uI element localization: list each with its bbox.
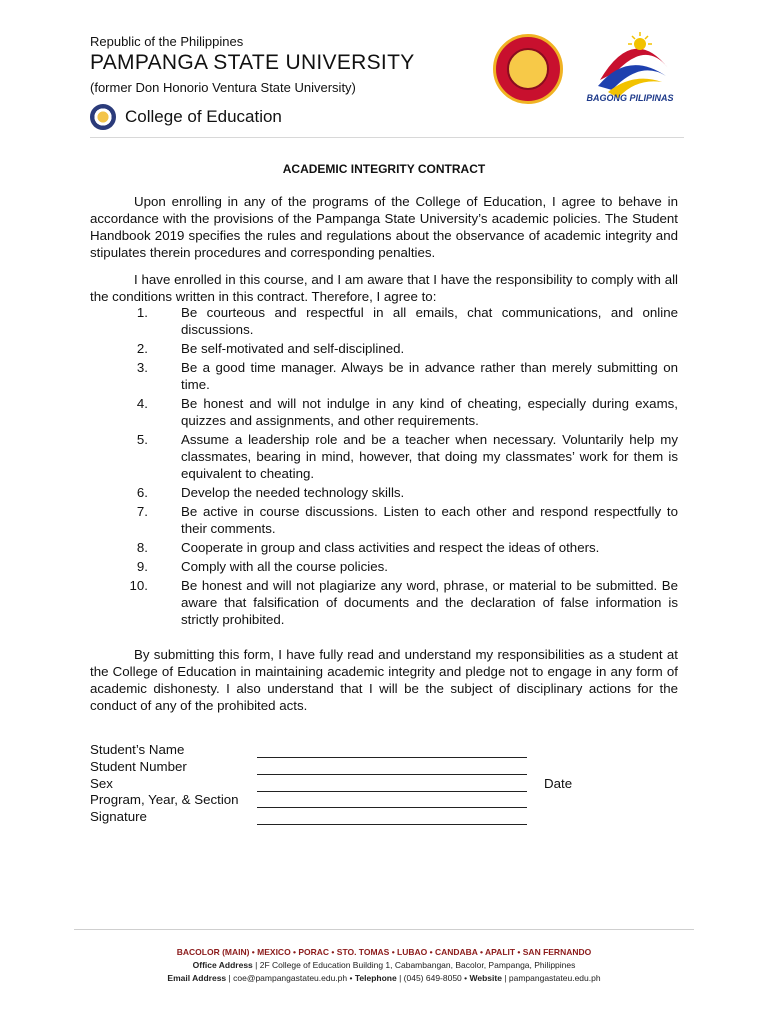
item-number: 6. — [136, 485, 148, 500]
signature-field[interactable] — [257, 824, 527, 825]
item-number: 8. — [136, 540, 148, 555]
list-item — [90, 558, 678, 575]
item-text: Be honest and will not plagiarize any word, phrase, or material to be submitted. Be aware that falsification of documents and the declaration of false information is strictly prohibited. — [181, 578, 678, 627]
student-number-field[interactable] — [257, 774, 527, 775]
date-label: Date — [544, 776, 573, 791]
conditions-list — [90, 304, 678, 630]
item-text: Comply with all the course policies. — [181, 559, 388, 574]
footer-divider — [74, 929, 694, 930]
seal-emblem-icon — [507, 48, 549, 90]
item-text: Be self-motivated and self-disciplined. — [181, 341, 405, 356]
form-labels — [90, 742, 239, 826]
item-text: Develop the needed technology skills. — [181, 485, 405, 500]
item-number: 7. — [136, 504, 148, 519]
contact-line: Email Address | coe@pampangastateu.edu.ph • Telephone | (045) 649-8050 • Website | pampangastateu.edu.ph — [167, 973, 601, 983]
website-label: Website — [469, 973, 502, 983]
office-address-line: Office Address | 2F College of Education Building 1, Cabambangan, Bacolor, Pampanga, Philippines — [192, 960, 576, 970]
item-number: 5. — [136, 432, 148, 447]
list-item — [90, 304, 678, 338]
university-name: PAMPANGA STATE UNIVERSITY — [90, 51, 415, 74]
office-address-label: Office Address — [192, 960, 253, 970]
item-text: Be courteous and respectful in all emails, chat communications, and online discussions. — [181, 305, 678, 337]
item-text: Be a good time manager. Always be in advance rather than merely submitting on time. — [181, 360, 678, 392]
republic-line: Republic of the Philippines — [90, 34, 244, 49]
item-number: 9. — [136, 559, 148, 574]
item-number: 3. — [136, 360, 148, 375]
item-number: 2. — [136, 341, 148, 356]
item-number: 10. — [129, 578, 148, 593]
sex-field[interactable] — [257, 791, 527, 792]
website-value[interactable]: pampangastateu.edu.ph — [508, 973, 601, 983]
program-label: Program, Year, & Section — [90, 792, 239, 808]
pledge-paragraph: By submitting this form, I have fully read and understand my responsibilities as a student at the College of Education in maintaining academic integrity and pledge not to engage in any form of academic dishonesty. I also understand that I will be the subject of disciplinary actions for the conduct of any of the prohibited acts. — [90, 647, 678, 713]
item-text: Be active in course discussions. Listen to each other and respond respectfully to their comments. — [181, 504, 678, 536]
email-label: Email Address — [167, 973, 227, 983]
list-item — [90, 484, 678, 501]
signature-label: Signature — [90, 809, 147, 825]
list-item — [90, 577, 678, 628]
telephone-value: (045) 649-8050 — [403, 973, 462, 983]
document-title: ACADEMIC INTEGRITY CONTRACT — [282, 162, 486, 176]
list-item — [90, 395, 678, 429]
item-text: Cooperate in group and class activities and respect the ideas of others. — [181, 540, 600, 555]
item-number: 1. — [136, 305, 148, 320]
email-value[interactable]: coe@pampangastateu.edu.ph — [233, 973, 348, 983]
list-item — [90, 539, 678, 556]
item-text: Be honest and will not indulge in any kind of cheating, especially during exams, quizzes and assignments, and other requirements. — [181, 396, 678, 428]
list-item — [90, 340, 678, 357]
program-field[interactable] — [257, 807, 527, 808]
intro-paragraph: Upon enrolling in any of the programs of the College of Education, I agree to behave in accordance with the provisions of the Pampanga State University’s academic policies. The Student Handbook 2019 specifies the rules and regulations about the observance of academic integrity and stipulates therein procedures and corresponding penalties. — [90, 194, 678, 260]
former-name: (former Don Honorio Ventura State University) — [90, 80, 356, 95]
college-logo-icon — [90, 104, 116, 130]
student-number-label: Student Number — [90, 758, 187, 774]
college-name: College of Education — [125, 107, 282, 126]
sex-label: Sex — [90, 775, 113, 791]
student-name-field[interactable] — [257, 757, 527, 758]
list-item — [90, 503, 678, 537]
bagong-pilipinas-label: BAGONG PILIPINAS — [586, 93, 674, 103]
agreement-paragraph: I have enrolled in this course, and I am aware that I have the responsibility to comply with all the conditions written in this contract. Therefore, I agree to: — [90, 272, 678, 304]
list-item — [90, 431, 678, 482]
college-row — [90, 104, 282, 130]
list-item — [90, 359, 678, 393]
item-number: 4. — [136, 396, 148, 411]
item-text: Assume a leadership role and be a teacher when necessary. Voluntarily help my classmates, bearing in mind, however, that doing my classmates’ work for them is equivalent to cheating. — [181, 432, 678, 481]
university-seal-icon — [493, 34, 563, 104]
header-divider — [90, 137, 684, 138]
student-name-label: Student’s Name — [90, 742, 185, 757]
campus-list: BACOLOR (MAIN) • MEXICO • PORAC • STO. TOMAS • LUBAO • CANDABA • APALIT • SAN FERNANDO — [176, 947, 592, 957]
telephone-label: Telephone — [354, 973, 397, 983]
office-address-value: 2F College of Education Building 1, Cabambangan, Bacolor, Pampanga, Philippines — [259, 960, 576, 970]
